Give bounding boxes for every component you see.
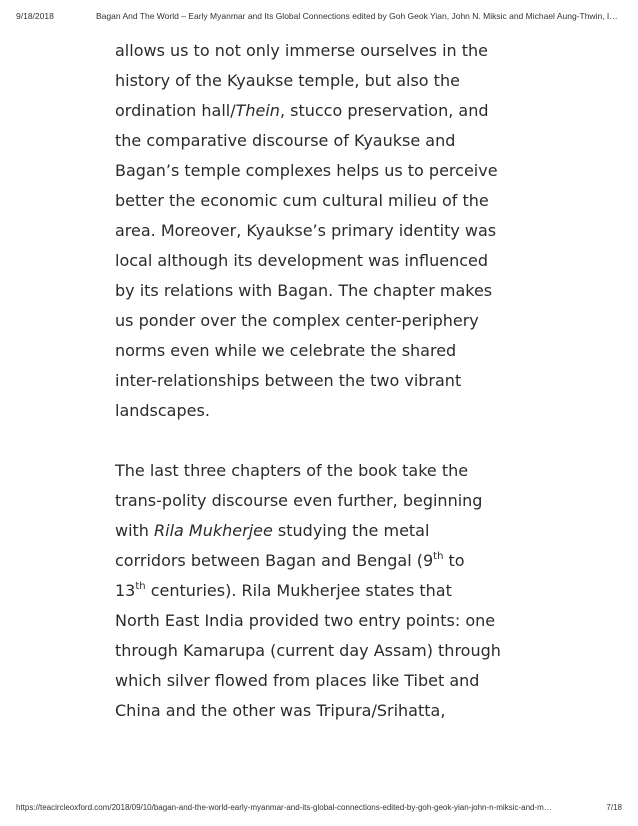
paragraph-1 [115, 36, 535, 426]
text-fragment: , stucco preservation, and [279, 101, 489, 120]
text-fragment: studying the metal [272, 521, 430, 540]
text-line [115, 546, 535, 576]
text-fragment: ordination hall/ [115, 101, 236, 120]
text-fragment: corridors between Bagan and Bengal (9 [115, 551, 434, 570]
page-url-link[interactable]: https://teacircleoxford.com/2018/09/10/bagan-and-the-world-early-myanmar-and-its-global-connections-edited-by-goh-geok-yian-john-n-miksic-and-m… [16, 803, 552, 812]
text-fragment: 13 [115, 581, 136, 600]
text-line: through Kamarupa (current day Assam) through [115, 641, 501, 660]
text-fragment: to [443, 551, 465, 570]
text-line: by its relations with Bagan. The chapter makes [115, 281, 493, 300]
text-line [115, 516, 535, 546]
text-line: The last three chapters of the book take the [115, 461, 469, 480]
print-page-title: Bagan And The World – Early Myanmar and Its Global Connections edited by Goh Geok Yian, John N. Miksic and Michael Aung-Thwin, I… [96, 11, 618, 21]
italic-author-name: Rila Mukherjee [154, 521, 273, 540]
paragraph-2 [115, 456, 535, 726]
text-line: better the economic cum cultural milieu of the [115, 191, 489, 210]
article-body [115, 36, 535, 726]
text-line: local although its development was influenced [115, 251, 489, 270]
text-line: us ponder over the complex center-periphery [115, 311, 479, 330]
text-fragment: centuries). Rila Mukherjee states that [145, 581, 452, 600]
page-number: 7/18 [606, 803, 622, 812]
text-fragment: with [115, 521, 155, 540]
ordinal-superscript: th [135, 581, 146, 592]
text-line: inter-relationships between the two vibrant [115, 371, 462, 390]
text-line: history of the Kyaukse temple, but also the [115, 71, 460, 90]
text-line: Bagan’s temple complexes helps us to perceive [115, 161, 498, 180]
text-line: North East India provided two entry points: one [115, 611, 496, 630]
italic-term: Thein [235, 101, 280, 120]
ordinal-superscript: th [433, 551, 444, 562]
text-line: norms even while we celebrate the shared [115, 341, 457, 360]
text-line [115, 96, 535, 126]
text-line: the comparative discourse of Kyaukse and [115, 131, 456, 150]
paragraph-spacer [115, 426, 535, 456]
text-line: which silver flowed from places like Tibet and [115, 671, 480, 690]
text-line: China and the other was Tripura/Srihatta, [115, 701, 446, 720]
print-date: 9/18/2018 [16, 11, 54, 21]
text-line [115, 576, 535, 606]
text-line: landscapes. [115, 401, 210, 420]
text-line: area. Moreover, Kyaukse’s primary identity was [115, 221, 497, 240]
text-line: allows us to not only immerse ourselves in the [115, 41, 489, 60]
text-line: trans-polity discourse even further, beginning [115, 491, 483, 510]
